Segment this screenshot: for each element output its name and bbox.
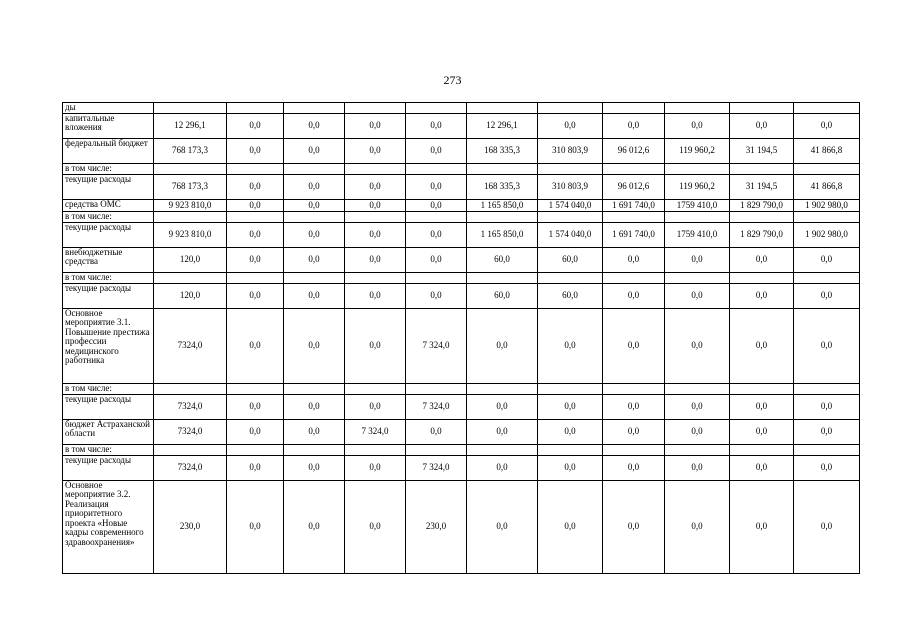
table-cell: 168 335,3 bbox=[467, 139, 538, 164]
table-cell: 0,0 bbox=[406, 420, 467, 445]
table-cell bbox=[538, 273, 603, 284]
table-cell: 0,0 bbox=[538, 395, 603, 420]
table-cell: 0,0 bbox=[406, 139, 467, 164]
table-cell: 0,0 bbox=[794, 456, 860, 481]
table-cell: 0,0 bbox=[284, 481, 345, 574]
table-cell: 1 829 790,0 bbox=[730, 223, 794, 248]
table-cell: 0,0 bbox=[665, 114, 730, 139]
table-cell bbox=[154, 384, 227, 395]
table-cell: 0,0 bbox=[227, 114, 284, 139]
table-cell bbox=[538, 212, 603, 223]
table-cell: 0,0 bbox=[284, 284, 345, 309]
table-cell bbox=[730, 103, 794, 114]
table-cell: 1 691 740,0 bbox=[603, 200, 665, 212]
table-cell bbox=[345, 445, 406, 456]
table-cell: 0,0 bbox=[345, 395, 406, 420]
table-cell: 7324,0 bbox=[154, 456, 227, 481]
table-cell bbox=[284, 103, 345, 114]
table-cell: 119 960,2 bbox=[665, 139, 730, 164]
table-cell: 0,0 bbox=[345, 114, 406, 139]
table-row bbox=[63, 395, 860, 420]
table-cell: 1 691 740,0 bbox=[603, 223, 665, 248]
table-cell: 0,0 bbox=[603, 284, 665, 309]
table-cell bbox=[794, 445, 860, 456]
table-cell: 0,0 bbox=[284, 420, 345, 445]
table-cell: 0,0 bbox=[284, 223, 345, 248]
table-cell: 0,0 bbox=[730, 456, 794, 481]
table-cell bbox=[284, 164, 345, 175]
table-cell: 0,0 bbox=[345, 456, 406, 481]
table-cell bbox=[538, 103, 603, 114]
table-cell: 0,0 bbox=[730, 248, 794, 273]
table-cell: 0,0 bbox=[603, 456, 665, 481]
table-cell bbox=[665, 273, 730, 284]
table-cell: 0,0 bbox=[794, 114, 860, 139]
page-number: 273 bbox=[443, 73, 462, 87]
table-cell: 310 803,9 bbox=[538, 175, 603, 200]
table-cell: 0,0 bbox=[794, 395, 860, 420]
table-cell: 41 866,8 bbox=[794, 139, 860, 164]
table-cell bbox=[406, 445, 467, 456]
table-cell bbox=[345, 164, 406, 175]
table-cell: 1 902 980,0 bbox=[794, 200, 860, 212]
table-cell: 7 324,0 bbox=[406, 456, 467, 481]
table-row bbox=[63, 223, 860, 248]
table-cell: 7324,0 bbox=[154, 420, 227, 445]
table-cell: 0,0 bbox=[227, 420, 284, 445]
table-row bbox=[63, 284, 860, 309]
table-cell: 0,0 bbox=[730, 395, 794, 420]
table-cell bbox=[467, 164, 538, 175]
table-cell: 0,0 bbox=[406, 284, 467, 309]
table-cell: 0,0 bbox=[603, 395, 665, 420]
table-cell: 41 866,8 bbox=[794, 175, 860, 200]
table-cell bbox=[665, 445, 730, 456]
table-cell bbox=[227, 212, 284, 223]
table-cell: 119 960,2 bbox=[665, 175, 730, 200]
table-cell: 120,0 bbox=[154, 284, 227, 309]
table-cell: 0,0 bbox=[345, 481, 406, 574]
table-row bbox=[63, 273, 860, 284]
table-cell: 1759 410,0 bbox=[665, 223, 730, 248]
row-label: в том числе: bbox=[63, 212, 154, 223]
table-cell: 0,0 bbox=[794, 248, 860, 273]
table-cell bbox=[345, 212, 406, 223]
table-cell: 0,0 bbox=[730, 309, 794, 384]
table-cell: 0,0 bbox=[665, 395, 730, 420]
table-cell bbox=[665, 103, 730, 114]
table-cell bbox=[345, 273, 406, 284]
table-cell: 0,0 bbox=[603, 420, 665, 445]
table-cell: 0,0 bbox=[665, 309, 730, 384]
row-label: капитальные вложения bbox=[63, 114, 154, 139]
table-cell bbox=[227, 273, 284, 284]
table-cell bbox=[794, 164, 860, 175]
table-cell: 0,0 bbox=[538, 456, 603, 481]
table-cell: 168 335,3 bbox=[467, 175, 538, 200]
table-cell bbox=[467, 273, 538, 284]
table-row bbox=[63, 481, 860, 574]
table-cell: 0,0 bbox=[227, 139, 284, 164]
table-cell: 60,0 bbox=[467, 284, 538, 309]
row-label: текущие расходы bbox=[63, 284, 154, 309]
table-cell: 0,0 bbox=[227, 309, 284, 384]
table-cell: 0,0 bbox=[603, 248, 665, 273]
table-cell bbox=[730, 212, 794, 223]
table-cell: 0,0 bbox=[730, 481, 794, 574]
table-cell bbox=[154, 164, 227, 175]
table-cell: 0,0 bbox=[467, 420, 538, 445]
table-cell: 310 803,9 bbox=[538, 139, 603, 164]
table-cell: 0,0 bbox=[665, 420, 730, 445]
table-cell bbox=[794, 273, 860, 284]
table-cell: 0,0 bbox=[794, 420, 860, 445]
table-row bbox=[63, 164, 860, 175]
table-cell bbox=[284, 445, 345, 456]
table-cell: 31 194,5 bbox=[730, 175, 794, 200]
table-cell bbox=[538, 384, 603, 395]
table-cell: 9 923 810,0 bbox=[154, 200, 227, 212]
table-row bbox=[63, 175, 860, 200]
table-cell: 230,0 bbox=[154, 481, 227, 574]
table-row bbox=[63, 445, 860, 456]
table-row bbox=[63, 420, 860, 445]
table-cell: 230,0 bbox=[406, 481, 467, 574]
table-cell: 0,0 bbox=[345, 139, 406, 164]
table-cell: 120,0 bbox=[154, 248, 227, 273]
table-row bbox=[63, 384, 860, 395]
table-cell: 0,0 bbox=[227, 200, 284, 212]
table-row bbox=[63, 200, 860, 212]
row-label: Основное мероприятие 3.1. Повышение престижа профессии медицинского работника bbox=[63, 309, 154, 384]
table-cell: 1 165 850,0 bbox=[467, 223, 538, 248]
table-cell bbox=[538, 445, 603, 456]
table-cell: 0,0 bbox=[227, 284, 284, 309]
table-cell: 0,0 bbox=[406, 200, 467, 212]
table-cell: 12 296,1 bbox=[154, 114, 227, 139]
row-label: текущие расходы bbox=[63, 456, 154, 481]
table-cell: 0,0 bbox=[603, 114, 665, 139]
row-label: ды bbox=[63, 103, 154, 114]
table-cell bbox=[406, 384, 467, 395]
table-cell: 7324,0 bbox=[154, 309, 227, 384]
table-cell: 0,0 bbox=[665, 248, 730, 273]
table-cell bbox=[406, 273, 467, 284]
row-label: бюджет Астраханской области bbox=[63, 420, 154, 445]
table-cell bbox=[665, 384, 730, 395]
table-cell: 768 173,3 bbox=[154, 139, 227, 164]
row-label: внебюджетные средства bbox=[63, 248, 154, 273]
table-cell: 7 324,0 bbox=[345, 420, 406, 445]
table-cell bbox=[406, 103, 467, 114]
table-cell: 0,0 bbox=[227, 395, 284, 420]
table-cell: 60,0 bbox=[538, 284, 603, 309]
table-cell bbox=[227, 164, 284, 175]
table-row bbox=[63, 456, 860, 481]
table-cell bbox=[406, 212, 467, 223]
table-cell: 7324,0 bbox=[154, 395, 227, 420]
table-cell: 0,0 bbox=[467, 481, 538, 574]
table-cell: 0,0 bbox=[794, 284, 860, 309]
table-row bbox=[63, 103, 860, 114]
row-label: текущие расходы bbox=[63, 223, 154, 248]
table-cell: 0,0 bbox=[406, 223, 467, 248]
table-cell bbox=[794, 103, 860, 114]
table-cell: 0,0 bbox=[284, 395, 345, 420]
table-cell: 0,0 bbox=[284, 114, 345, 139]
table-cell: 0,0 bbox=[345, 284, 406, 309]
row-label: федеральный бюджет bbox=[63, 139, 154, 164]
row-label: средства ОМС bbox=[63, 200, 154, 212]
table-cell: 0,0 bbox=[345, 309, 406, 384]
table-cell: 31 194,5 bbox=[730, 139, 794, 164]
table-cell: 1 165 850,0 bbox=[467, 200, 538, 212]
table-cell bbox=[406, 164, 467, 175]
table-cell: 0,0 bbox=[665, 284, 730, 309]
table-cell: 60,0 bbox=[538, 248, 603, 273]
table-cell: 0,0 bbox=[227, 223, 284, 248]
table-cell bbox=[467, 212, 538, 223]
table-cell: 0,0 bbox=[665, 456, 730, 481]
table-cell: 0,0 bbox=[345, 223, 406, 248]
table-cell: 0,0 bbox=[730, 420, 794, 445]
table-cell: 768 173,3 bbox=[154, 175, 227, 200]
row-label: Основное мероприятие 3.2. Реализация приоритетного проекта «Новые кадры современного здравоохранения» bbox=[63, 481, 154, 574]
table-cell: 7 324,0 bbox=[406, 309, 467, 384]
table-cell: 0,0 bbox=[538, 309, 603, 384]
table-cell: 1 829 790,0 bbox=[730, 200, 794, 212]
table-cell: 0,0 bbox=[538, 114, 603, 139]
table-cell: 0,0 bbox=[406, 114, 467, 139]
table-row bbox=[63, 309, 860, 384]
table-cell: 0,0 bbox=[284, 456, 345, 481]
table-cell bbox=[603, 384, 665, 395]
table-cell: 9 923 810,0 bbox=[154, 223, 227, 248]
table-cell: 0,0 bbox=[345, 175, 406, 200]
table-cell: 1759 410,0 bbox=[665, 200, 730, 212]
table-cell: 0,0 bbox=[665, 481, 730, 574]
table-cell: 0,0 bbox=[284, 175, 345, 200]
table-cell: 0,0 bbox=[538, 420, 603, 445]
row-label: в том числе: bbox=[63, 445, 154, 456]
row-label: текущие расходы bbox=[63, 395, 154, 420]
table-cell bbox=[467, 445, 538, 456]
table-row bbox=[63, 139, 860, 164]
table-cell bbox=[603, 445, 665, 456]
table-cell: 0,0 bbox=[603, 481, 665, 574]
table-cell bbox=[284, 212, 345, 223]
table-cell bbox=[665, 164, 730, 175]
table-cell: 96 012,6 bbox=[603, 175, 665, 200]
table-cell: 0,0 bbox=[467, 395, 538, 420]
table-cell: 12 296,1 bbox=[467, 114, 538, 139]
table-cell: 0,0 bbox=[284, 200, 345, 212]
row-label: текущие расходы bbox=[63, 175, 154, 200]
table-cell: 0,0 bbox=[227, 456, 284, 481]
table-cell bbox=[284, 384, 345, 395]
table-cell: 0,0 bbox=[284, 139, 345, 164]
table-cell bbox=[154, 103, 227, 114]
table-cell bbox=[603, 103, 665, 114]
table-cell: 0,0 bbox=[603, 309, 665, 384]
table-cell bbox=[227, 103, 284, 114]
table-cell: 0,0 bbox=[406, 175, 467, 200]
table-cell: 96 012,6 bbox=[603, 139, 665, 164]
table-cell: 0,0 bbox=[284, 248, 345, 273]
table-row bbox=[63, 212, 860, 223]
table-cell: 0,0 bbox=[730, 114, 794, 139]
table-row bbox=[63, 248, 860, 273]
table-cell bbox=[794, 212, 860, 223]
table-cell: 0,0 bbox=[284, 309, 345, 384]
table-cell bbox=[467, 384, 538, 395]
table-cell: 0,0 bbox=[794, 481, 860, 574]
table-cell: 0,0 bbox=[467, 456, 538, 481]
table-cell bbox=[154, 445, 227, 456]
table-cell bbox=[538, 164, 603, 175]
table-cell bbox=[227, 445, 284, 456]
row-label: в том числе: bbox=[63, 164, 154, 175]
table-cell bbox=[227, 384, 284, 395]
table-cell bbox=[603, 273, 665, 284]
table-cell bbox=[730, 445, 794, 456]
table-cell: 0,0 bbox=[345, 248, 406, 273]
table-cell: 1 902 980,0 bbox=[794, 223, 860, 248]
table-cell: 0,0 bbox=[227, 248, 284, 273]
table-cell: 0,0 bbox=[730, 284, 794, 309]
table-cell bbox=[603, 164, 665, 175]
table-cell: 1 574 040,0 bbox=[538, 200, 603, 212]
table-cell bbox=[730, 384, 794, 395]
table-cell: 0,0 bbox=[345, 200, 406, 212]
table-cell bbox=[730, 273, 794, 284]
table-cell bbox=[467, 103, 538, 114]
table-cell bbox=[345, 103, 406, 114]
table-cell: 0,0 bbox=[227, 481, 284, 574]
table-cell: 0,0 bbox=[538, 481, 603, 574]
table-cell bbox=[154, 212, 227, 223]
table-cell bbox=[603, 212, 665, 223]
table-cell bbox=[345, 384, 406, 395]
table-cell: 7 324,0 bbox=[406, 395, 467, 420]
table-cell: 60,0 bbox=[467, 248, 538, 273]
table-cell bbox=[284, 273, 345, 284]
table-row bbox=[63, 114, 860, 139]
table-cell: 0,0 bbox=[406, 248, 467, 273]
table-cell: 0,0 bbox=[227, 175, 284, 200]
table-cell: 0,0 bbox=[467, 309, 538, 384]
budget-table bbox=[62, 102, 860, 574]
table-cell bbox=[665, 212, 730, 223]
table-cell bbox=[154, 273, 227, 284]
row-label: в том числе: bbox=[63, 273, 154, 284]
table-cell bbox=[794, 384, 860, 395]
table-cell: 0,0 bbox=[794, 309, 860, 384]
table-cell bbox=[730, 164, 794, 175]
table-cell: 1 574 040,0 bbox=[538, 223, 603, 248]
row-label: в том числе: bbox=[63, 384, 154, 395]
